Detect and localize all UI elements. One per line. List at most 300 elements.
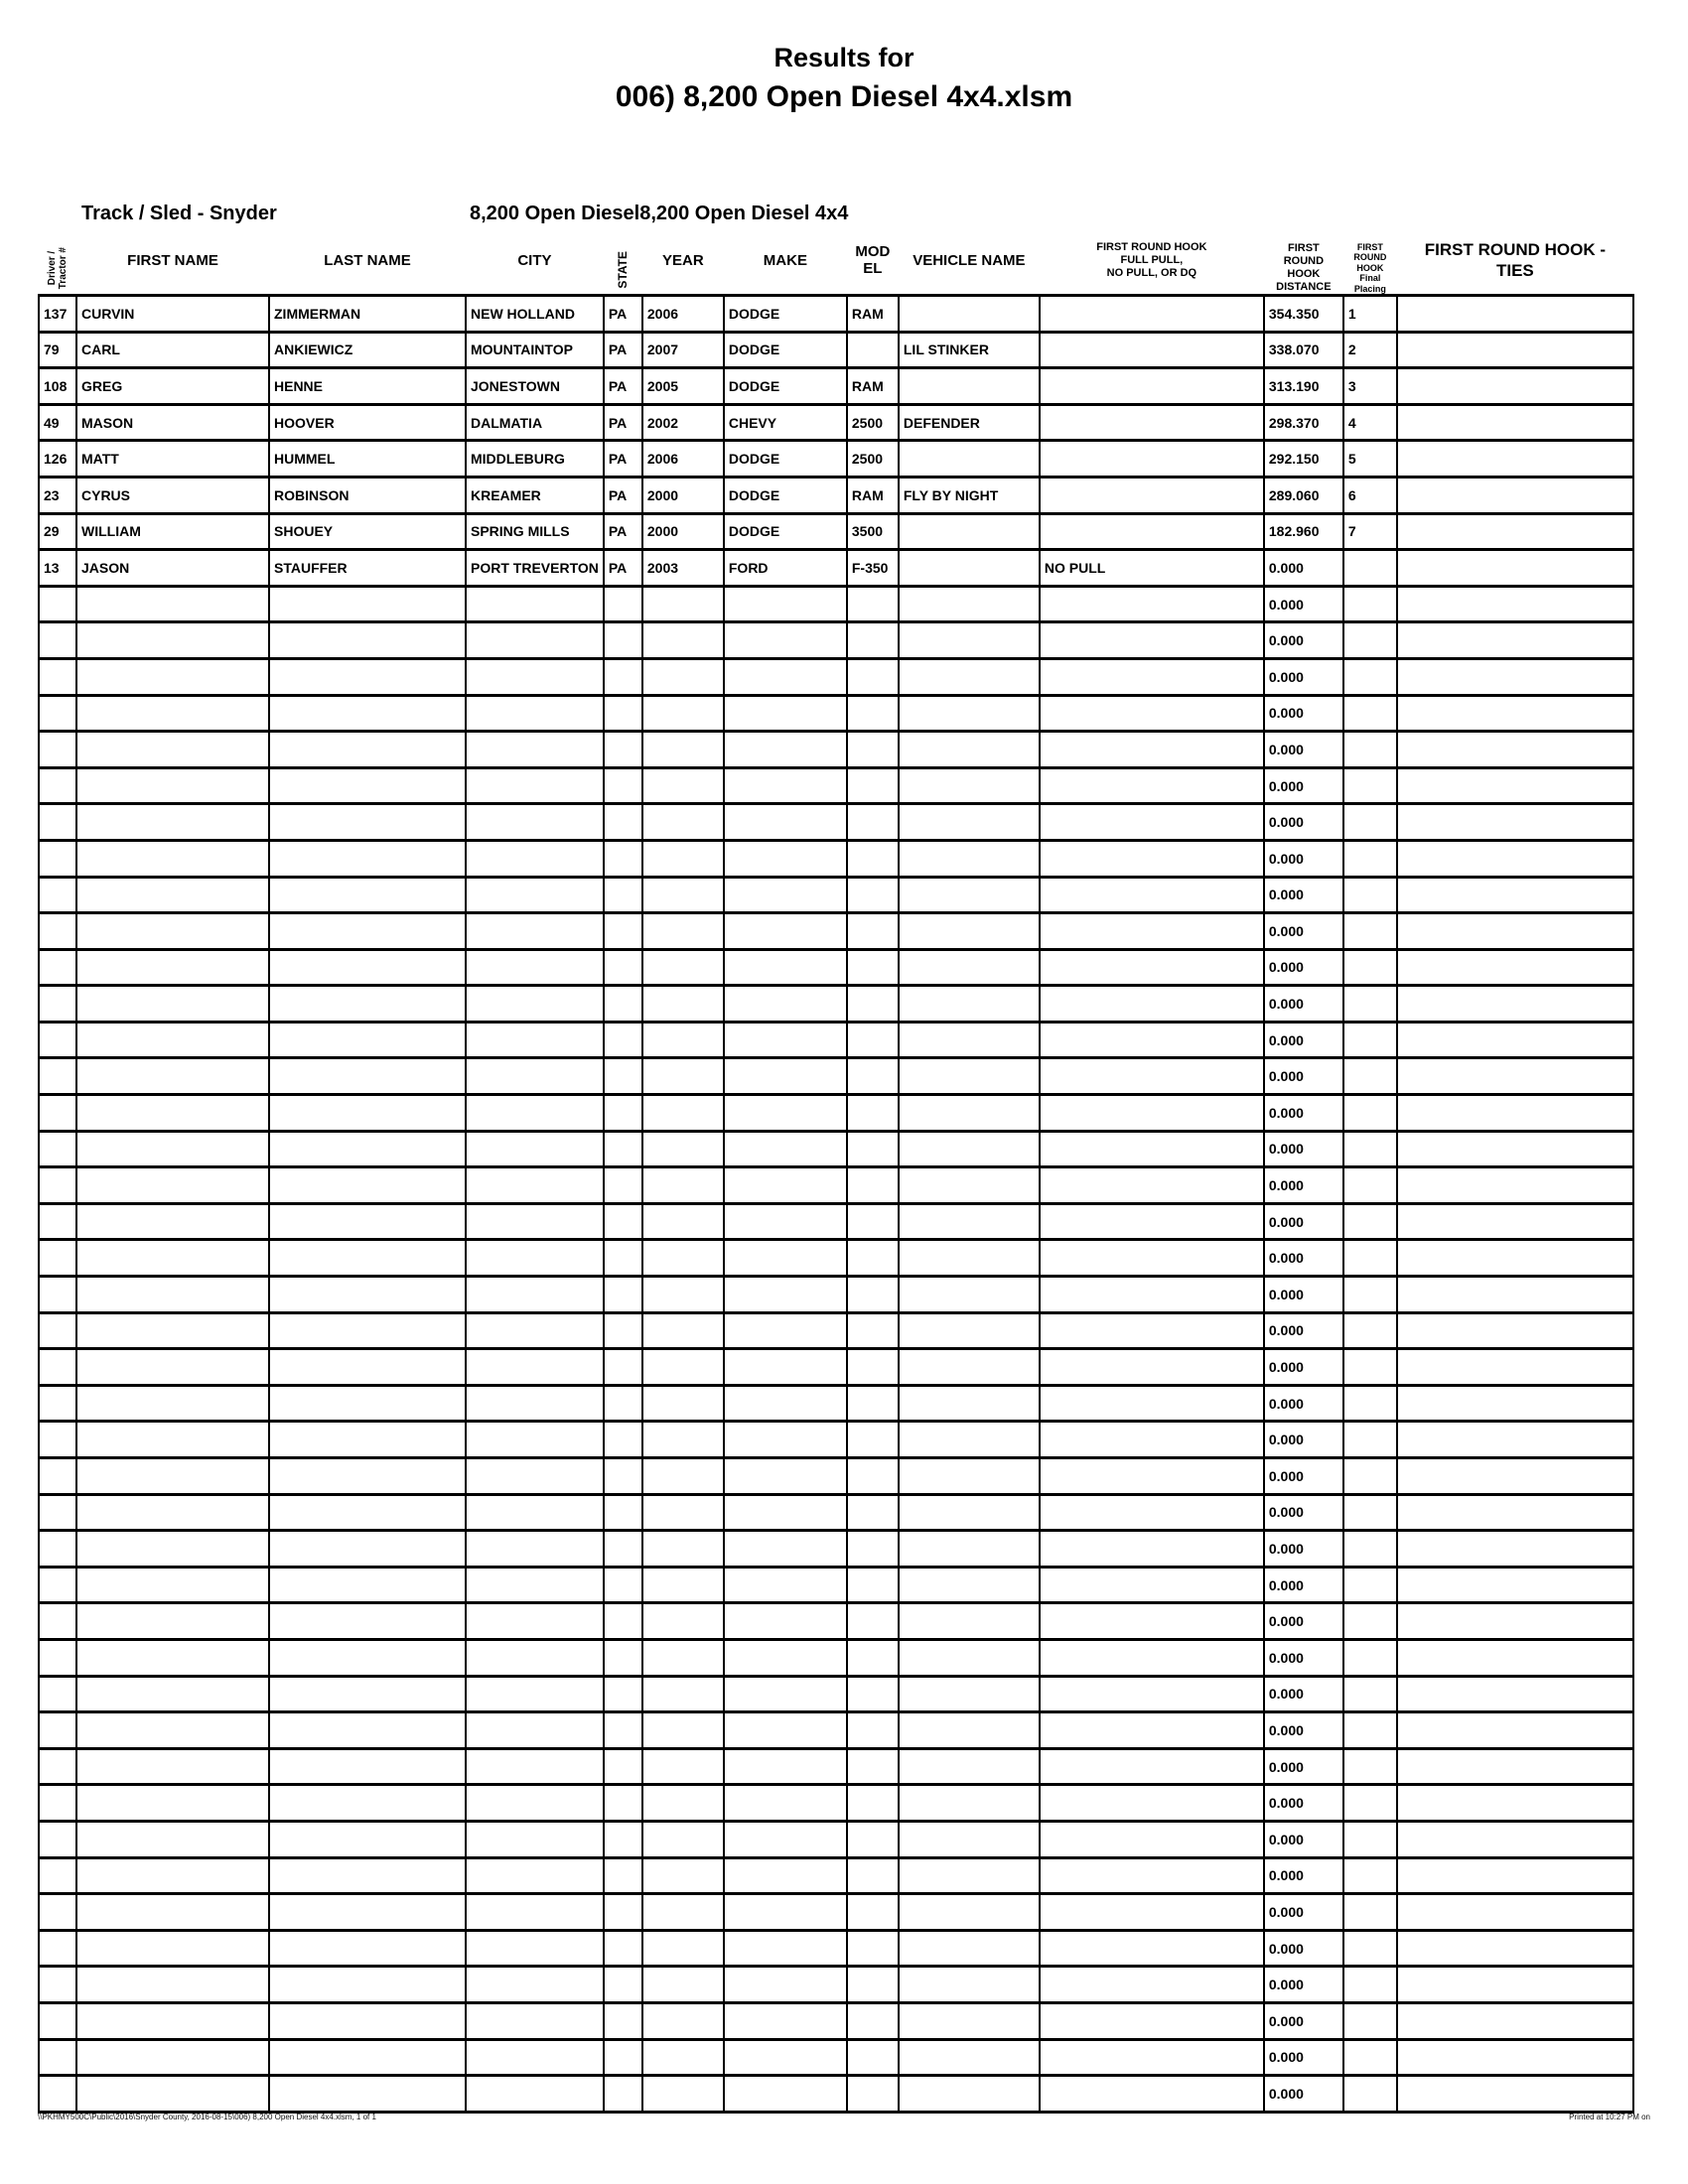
cell-ties — [1397, 877, 1633, 913]
cell-vehicle-name — [899, 1930, 1040, 1967]
cell-placing — [1343, 1567, 1397, 1603]
cell-placing — [1343, 658, 1397, 695]
cell-placing — [1343, 986, 1397, 1023]
cell-full-pull — [1040, 1022, 1264, 1058]
cell-first-name — [76, 840, 269, 877]
cell-vehicle-name — [899, 1967, 1040, 2003]
cell-first-name — [76, 1095, 269, 1132]
cell-first-name: MASON — [76, 404, 269, 441]
cell-state — [604, 1385, 642, 1422]
cell-model: 2500 — [847, 441, 899, 478]
cell-full-pull — [1040, 1385, 1264, 1422]
cell-placing — [1343, 1531, 1397, 1568]
cell-city — [466, 622, 604, 659]
cell-driver-number — [39, 1785, 76, 1822]
cell-state: PA — [604, 441, 642, 478]
cell-full-pull — [1040, 695, 1264, 732]
cell-model — [847, 1203, 899, 1240]
cell-year — [642, 913, 724, 950]
cell-last-name: ROBINSON — [269, 477, 466, 513]
table-row — [39, 296, 1633, 333]
cell-driver-number — [39, 1277, 76, 1313]
cell-model: 3500 — [847, 513, 899, 550]
cell-make — [724, 1821, 847, 1857]
cell-vehicle-name — [899, 513, 1040, 550]
cell-full-pull — [1040, 404, 1264, 441]
class-labels — [470, 203, 848, 225]
cell-make — [724, 2039, 847, 2076]
cell-driver-number — [39, 1167, 76, 1204]
cell-distance: 0.000 — [1264, 1676, 1343, 1712]
cell-last-name — [269, 1567, 466, 1603]
cell-full-pull — [1040, 1167, 1264, 1204]
cell-last-name — [269, 1203, 466, 1240]
cell-driver-number — [39, 1385, 76, 1422]
table-row-empty — [39, 1203, 1633, 1240]
cell-first-name — [76, 949, 269, 986]
cell-vehicle-name — [899, 1167, 1040, 1204]
header-row — [39, 226, 1633, 296]
cell-vehicle-name — [899, 368, 1040, 405]
cell-state: PA — [604, 332, 642, 368]
cell-vehicle-name — [899, 1422, 1040, 1458]
cell-driver-number: 49 — [39, 404, 76, 441]
cell-driver-number — [39, 658, 76, 695]
cell-year — [642, 1639, 724, 1676]
cell-state — [604, 658, 642, 695]
cell-city — [466, 1894, 604, 1931]
cell-distance: 0.000 — [1264, 658, 1343, 695]
cell-year — [642, 1022, 724, 1058]
cell-year — [642, 2002, 724, 2039]
cell-city — [466, 732, 604, 768]
cell-first-name — [76, 1312, 269, 1349]
cell-last-name — [269, 1312, 466, 1349]
cell-last-name — [269, 586, 466, 622]
table-row-empty — [39, 1967, 1633, 2003]
cell-ties — [1397, 1349, 1633, 1386]
cell-year — [642, 622, 724, 659]
cell-ties — [1397, 1277, 1633, 1313]
cell-first-name: WILLIAM — [76, 513, 269, 550]
cell-first-name — [76, 1022, 269, 1058]
cell-driver-number — [39, 1967, 76, 2003]
cell-full-pull — [1040, 2039, 1264, 2076]
cell-driver-number — [39, 1821, 76, 1857]
cell-state — [604, 2002, 642, 2039]
cell-city — [466, 1639, 604, 1676]
table-row-empty — [39, 2039, 1633, 2076]
cell-ties — [1397, 2076, 1633, 2113]
cell-model — [847, 1967, 899, 2003]
cell-make: DODGE — [724, 296, 847, 333]
cell-make — [724, 1494, 847, 1531]
cell-year — [642, 658, 724, 695]
cell-ties — [1397, 1785, 1633, 1822]
cell-ties — [1397, 1385, 1633, 1422]
cell-ties — [1397, 1930, 1633, 1967]
table-row-empty — [39, 804, 1633, 841]
cell-full-pull — [1040, 1894, 1264, 1931]
cell-vehicle-name — [899, 622, 1040, 659]
cell-vehicle-name — [899, 2039, 1040, 2076]
cell-driver-number — [39, 2076, 76, 2113]
cell-city — [466, 1458, 604, 1495]
cell-placing — [1343, 550, 1397, 587]
cell-state — [604, 1567, 642, 1603]
cell-first-name — [76, 1240, 269, 1277]
cell-distance: 0.000 — [1264, 840, 1343, 877]
cell-make: DODGE — [724, 368, 847, 405]
cell-ties — [1397, 1567, 1633, 1603]
cell-ties — [1397, 296, 1633, 333]
cell-state — [604, 767, 642, 804]
cell-make — [724, 877, 847, 913]
cell-driver-number: 23 — [39, 477, 76, 513]
cell-make — [724, 1967, 847, 2003]
cell-first-name: CYRUS — [76, 477, 269, 513]
report-title — [0, 42, 1688, 115]
cell-distance: 0.000 — [1264, 586, 1343, 622]
cell-city — [466, 1821, 604, 1857]
cell-first-name — [76, 695, 269, 732]
cell-ties — [1397, 1603, 1633, 1640]
cell-model — [847, 767, 899, 804]
cell-model — [847, 1349, 899, 1386]
cell-model — [847, 2076, 899, 2113]
cell-year — [642, 1494, 724, 1531]
cell-vehicle-name — [899, 1131, 1040, 1167]
cell-full-pull — [1040, 1312, 1264, 1349]
table-row-empty — [39, 732, 1633, 768]
cell-make — [724, 1531, 847, 1568]
cell-year: 2003 — [642, 550, 724, 587]
cell-driver-number: 29 — [39, 513, 76, 550]
cell-make: CHEVY — [724, 404, 847, 441]
cell-first-name — [76, 1603, 269, 1640]
cell-driver-number — [39, 767, 76, 804]
cell-driver-number: 126 — [39, 441, 76, 478]
cell-distance: 0.000 — [1264, 1857, 1343, 1894]
cell-vehicle-name — [899, 1821, 1040, 1857]
table-row-empty — [39, 1167, 1633, 1204]
table-row — [39, 332, 1633, 368]
cell-city: PORT TREVERTON — [466, 550, 604, 587]
cell-make — [724, 1567, 847, 1603]
cell-vehicle-name — [899, 2076, 1040, 2113]
cell-model — [847, 1894, 899, 1931]
cell-full-pull — [1040, 1095, 1264, 1132]
cell-state: PA — [604, 404, 642, 441]
cell-city: DALMATIA — [466, 404, 604, 441]
cell-driver-number — [39, 1058, 76, 1095]
cell-placing: 3 — [1343, 368, 1397, 405]
cell-ties — [1397, 1095, 1633, 1132]
cell-city — [466, 1930, 604, 1967]
cell-state — [604, 1240, 642, 1277]
cell-vehicle-name — [899, 1857, 1040, 1894]
cell-year — [642, 1857, 724, 1894]
cell-driver-number — [39, 586, 76, 622]
cell-last-name — [269, 1058, 466, 1095]
cell-ties — [1397, 404, 1633, 441]
cell-ties — [1397, 622, 1633, 659]
cell-last-name — [269, 658, 466, 695]
cell-full-pull — [1040, 1785, 1264, 1822]
cell-make — [724, 1058, 847, 1095]
cell-model — [847, 1676, 899, 1712]
cell-year — [642, 1058, 724, 1095]
subtitle-row — [0, 203, 1688, 228]
cell-driver-number — [39, 840, 76, 877]
cell-make — [724, 1930, 847, 1967]
cell-state — [604, 804, 642, 841]
cell-city: NEW HOLLAND — [466, 296, 604, 333]
cell-model — [847, 1167, 899, 1204]
cell-last-name: ZIMMERMAN — [269, 296, 466, 333]
cell-placing: 2 — [1343, 332, 1397, 368]
cell-first-name — [76, 1748, 269, 1785]
cell-model — [847, 1821, 899, 1857]
cell-model — [847, 1531, 899, 1568]
cell-model: 2500 — [847, 404, 899, 441]
cell-placing — [1343, 1821, 1397, 1857]
table-row-empty — [39, 1494, 1633, 1531]
cell-driver-number — [39, 1422, 76, 1458]
cell-last-name — [269, 1349, 466, 1386]
cell-first-name: CURVIN — [76, 296, 269, 333]
cell-city — [466, 1603, 604, 1640]
cell-make — [724, 949, 847, 986]
cell-ties — [1397, 1748, 1633, 1785]
cell-city — [466, 2002, 604, 2039]
cell-make — [724, 1639, 847, 1676]
cell-last-name — [269, 1458, 466, 1495]
cell-year — [642, 586, 724, 622]
cell-last-name — [269, 1712, 466, 1749]
cell-full-pull — [1040, 1494, 1264, 1531]
table-row-empty — [39, 1312, 1633, 1349]
footer-file-path: \\PKHMY500C\Public\2016\Snyder County, 2016-08-15\006) 8,200 Open Diesel 4x4.xlsm, 1 of 1 — [38, 2113, 376, 2121]
cell-ties — [1397, 1131, 1633, 1167]
cell-last-name — [269, 622, 466, 659]
cell-year — [642, 1567, 724, 1603]
cell-distance: 182.960 — [1264, 513, 1343, 550]
cell-model: RAM — [847, 477, 899, 513]
cell-driver-number — [39, 1930, 76, 1967]
cell-placing: 1 — [1343, 296, 1397, 333]
cell-placing — [1343, 732, 1397, 768]
cell-ties — [1397, 1458, 1633, 1495]
cell-state — [604, 1531, 642, 1568]
cell-distance: 0.000 — [1264, 1277, 1343, 1313]
cell-model — [847, 1930, 899, 1967]
table-row-empty — [39, 695, 1633, 732]
cell-full-pull — [1040, 1967, 1264, 2003]
cell-model — [847, 1857, 899, 1894]
cell-full-pull — [1040, 1748, 1264, 1785]
cell-make — [724, 1857, 847, 1894]
cell-state — [604, 1894, 642, 1931]
cell-last-name — [269, 1385, 466, 1422]
cell-year — [642, 1385, 724, 1422]
cell-year: 2007 — [642, 332, 724, 368]
cell-driver-number — [39, 1458, 76, 1495]
cell-ties — [1397, 1422, 1633, 1458]
cell-distance: 0.000 — [1264, 804, 1343, 841]
table-row-empty — [39, 1821, 1633, 1857]
cell-city — [466, 1277, 604, 1313]
table-row-empty — [39, 840, 1633, 877]
cell-ties — [1397, 767, 1633, 804]
cell-vehicle-name — [899, 695, 1040, 732]
cell-full-pull: NO PULL — [1040, 550, 1264, 587]
cell-driver-number — [39, 622, 76, 659]
cell-driver-number — [39, 1857, 76, 1894]
cell-driver-number — [39, 2039, 76, 2076]
cell-city — [466, 877, 604, 913]
cell-distance: 0.000 — [1264, 1022, 1343, 1058]
cell-last-name — [269, 913, 466, 950]
cell-year — [642, 804, 724, 841]
cell-ties — [1397, 1167, 1633, 1204]
cell-ties — [1397, 477, 1633, 513]
cell-vehicle-name — [899, 296, 1040, 333]
cell-state: PA — [604, 296, 642, 333]
cell-model — [847, 1494, 899, 1531]
cell-model — [847, 1312, 899, 1349]
cell-first-name — [76, 913, 269, 950]
cell-first-name — [76, 1458, 269, 1495]
cell-full-pull — [1040, 2076, 1264, 2113]
cell-placing — [1343, 1058, 1397, 1095]
cell-year — [642, 2039, 724, 2076]
cell-driver-number — [39, 1095, 76, 1132]
cell-model — [847, 877, 899, 913]
column-header-year: YEAR — [662, 251, 704, 269]
cell-ties — [1397, 1967, 1633, 2003]
cell-last-name — [269, 1167, 466, 1204]
table-row-empty — [39, 658, 1633, 695]
cell-city — [466, 586, 604, 622]
cell-full-pull — [1040, 2002, 1264, 2039]
cell-driver-number — [39, 1494, 76, 1531]
cell-state — [604, 1022, 642, 1058]
cell-full-pull — [1040, 804, 1264, 841]
cell-make — [724, 840, 847, 877]
table-row-empty — [39, 1349, 1633, 1386]
cell-state — [604, 1095, 642, 1132]
column-header-state: STATE — [616, 251, 631, 289]
table-row-empty — [39, 1639, 1633, 1676]
cell-vehicle-name — [899, 1567, 1040, 1603]
cell-placing — [1343, 1785, 1397, 1822]
cell-year: 2000 — [642, 513, 724, 550]
cell-make — [724, 1385, 847, 1422]
cell-vehicle-name — [899, 1385, 1040, 1422]
cell-distance: 0.000 — [1264, 1349, 1343, 1386]
cell-year — [642, 1894, 724, 1931]
cell-model — [847, 913, 899, 950]
cell-last-name — [269, 1821, 466, 1857]
table-row-empty — [39, 986, 1633, 1023]
cell-ties — [1397, 1676, 1633, 1712]
cell-city — [466, 1240, 604, 1277]
cell-vehicle-name — [899, 1894, 1040, 1931]
results-table — [38, 226, 1634, 2114]
cell-vehicle-name — [899, 877, 1040, 913]
cell-state — [604, 1857, 642, 1894]
cell-last-name: ANKIEWICZ — [269, 332, 466, 368]
cell-state: PA — [604, 550, 642, 587]
cell-year — [642, 840, 724, 877]
cell-first-name — [76, 767, 269, 804]
cell-distance: 0.000 — [1264, 695, 1343, 732]
cell-distance: 0.000 — [1264, 2039, 1343, 2076]
cell-vehicle-name — [899, 1712, 1040, 1749]
table-row-empty — [39, 1785, 1633, 1822]
cell-distance: 298.370 — [1264, 404, 1343, 441]
cell-ties — [1397, 586, 1633, 622]
cell-year — [642, 949, 724, 986]
column-header-vehicle-name: VEHICLE NAME — [913, 251, 1026, 269]
cell-model — [847, 1748, 899, 1785]
table-row — [39, 404, 1633, 441]
cell-ties — [1397, 1639, 1633, 1676]
cell-make — [724, 1131, 847, 1167]
cell-model — [847, 1639, 899, 1676]
column-header-make: MAKE — [763, 251, 807, 269]
cell-state — [604, 1639, 642, 1676]
cell-year: 2006 — [642, 441, 724, 478]
cell-make — [724, 1422, 847, 1458]
cell-placing: 5 — [1343, 441, 1397, 478]
cell-driver-number: 137 — [39, 296, 76, 333]
cell-first-name — [76, 877, 269, 913]
cell-vehicle-name — [899, 1603, 1040, 1640]
cell-ties — [1397, 1494, 1633, 1531]
table-row-empty — [39, 1712, 1633, 1749]
cell-driver-number — [39, 1894, 76, 1931]
cell-year — [642, 1277, 724, 1313]
table-row-empty — [39, 949, 1633, 986]
cell-ties — [1397, 550, 1633, 587]
cell-driver-number — [39, 1312, 76, 1349]
cell-distance: 0.000 — [1264, 1712, 1343, 1749]
table-row-empty — [39, 1458, 1633, 1495]
cell-last-name — [269, 767, 466, 804]
cell-ties — [1397, 1203, 1633, 1240]
table-row — [39, 441, 1633, 478]
cell-full-pull — [1040, 767, 1264, 804]
cell-driver-number — [39, 1131, 76, 1167]
cell-distance: 0.000 — [1264, 877, 1343, 913]
cell-vehicle-name — [899, 1531, 1040, 1568]
cell-year — [642, 1930, 724, 1967]
cell-full-pull — [1040, 513, 1264, 550]
cell-make — [724, 1785, 847, 1822]
cell-ties — [1397, 368, 1633, 405]
cell-model — [847, 1058, 899, 1095]
cell-driver-number — [39, 877, 76, 913]
cell-state — [604, 1458, 642, 1495]
cell-year — [642, 1603, 724, 1640]
cell-last-name — [269, 1639, 466, 1676]
cell-state — [604, 986, 642, 1023]
cell-distance: 0.000 — [1264, 986, 1343, 1023]
cell-year — [642, 986, 724, 1023]
cell-last-name — [269, 1748, 466, 1785]
